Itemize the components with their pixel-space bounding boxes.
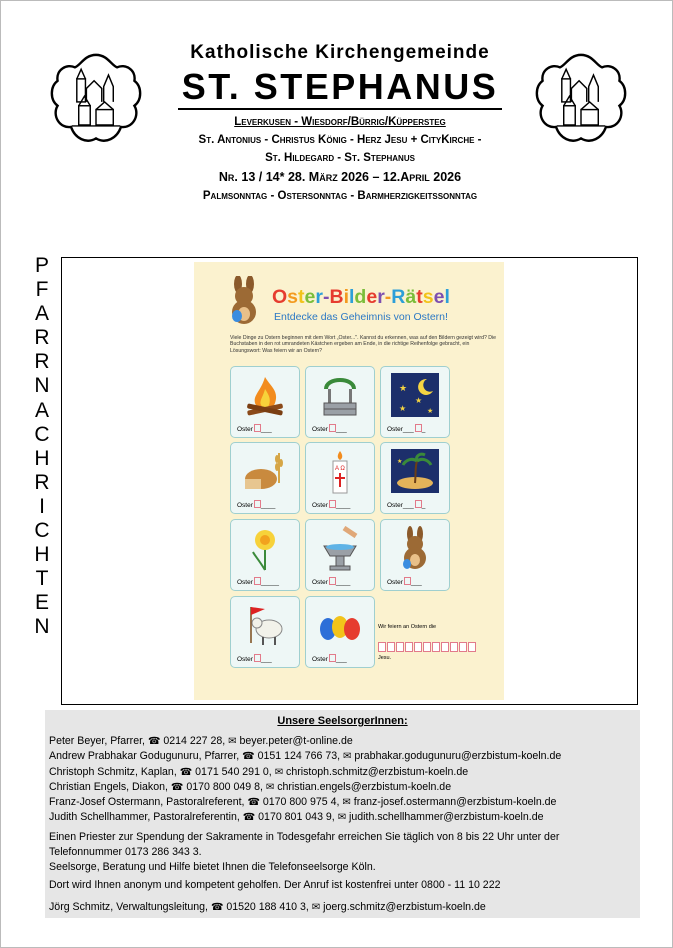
answer-box[interactable] — [415, 424, 422, 432]
poster-title-letter: s — [422, 286, 434, 308]
contact-name: Judith Schellhammer, Pastoralreferentin, — [49, 811, 240, 824]
vertical-title — [33, 254, 51, 640]
answer-box[interactable] — [396, 642, 404, 652]
admin-contact — [49, 900, 486, 915]
contact-phone[interactable]: 0171 540 291 0, — [195, 765, 272, 778]
card-label: Oster _____ — [237, 579, 279, 586]
contact-email[interactable]: beyer.peter@t-online.de — [239, 735, 353, 747]
answer-box[interactable] — [450, 642, 458, 652]
phone-icon: ☎ — [242, 812, 256, 824]
contact-name: Andrew Prabhakar Godugunuru, Pfarrer, — [49, 750, 240, 763]
daffodil-icon — [241, 526, 289, 572]
poster-title-letter: i — [343, 286, 349, 308]
contact-email[interactable]: prabhakar.godugunuru@erzbistum-koeln.de — [354, 750, 562, 763]
island-icon — [391, 449, 439, 495]
parish-logo-left — [48, 52, 144, 148]
poster-title — [272, 286, 450, 309]
svg-text:★: ★ — [415, 396, 423, 405]
easter-bunny-icon — [391, 526, 439, 572]
fire-icon — [241, 373, 289, 419]
poster-title-letter: t — [298, 286, 305, 308]
puzzle-card-candle — [305, 442, 375, 514]
poster-title-letter: R — [391, 286, 406, 308]
poster-title-letter: r — [315, 286, 323, 308]
answer-box[interactable] — [423, 642, 431, 652]
churches-line-1: St. Antonius - Christus König - Herz Jesu + CityKirche - — [198, 134, 482, 146]
poster-title-letter: e — [304, 286, 316, 308]
phone-icon: ☎ — [210, 902, 224, 913]
card-label: Oster ___ — [237, 426, 272, 433]
vertical-letter: N — [34, 615, 50, 639]
contact-title: Unsere SeelsorgerInnen: — [277, 715, 408, 727]
answer-box[interactable] — [254, 577, 261, 585]
card-prefix: Oster — [237, 656, 253, 663]
card-label: Oster ____ — [312, 502, 351, 509]
answer-box[interactable] — [378, 642, 386, 652]
answer-box[interactable] — [441, 642, 449, 652]
answer-box[interactable] — [415, 500, 422, 508]
vertical-letter: N — [34, 374, 50, 398]
answer-box[interactable] — [414, 642, 422, 652]
answer-box[interactable] — [405, 642, 413, 652]
puzzle-card-fountain — [305, 366, 375, 438]
night-sky-icon — [391, 373, 439, 419]
card-label: Oster ____ — [237, 502, 276, 509]
contact-name: Peter Beyer, Pfarrer, — [49, 735, 145, 747]
poster-title-letter: e — [366, 286, 378, 308]
card-label: Oster ___ — [312, 426, 347, 433]
counselling-line-2: Dort wird Ihnen anonym und kompetent geholfen. Der Anruf ist kostenfrei unter 0800 - 11 10 222 — [49, 879, 501, 891]
contact-name: Christian Engels, Diakon, — [49, 780, 168, 793]
poster-title-letter: B — [329, 286, 344, 308]
card-prefix: Oster — [237, 579, 253, 586]
vertical-letter: E — [34, 591, 49, 615]
puzzle-card-fire — [230, 366, 300, 438]
contact-phone[interactable]: 0151 124 766 73, — [257, 750, 341, 763]
answer-box[interactable] — [404, 577, 411, 585]
poster-title-letter: r — [377, 286, 385, 308]
answer-box[interactable] — [459, 642, 467, 652]
baptismal-font-icon — [316, 526, 364, 572]
issue-line: Nr. 13 / 14* 28. März 2026 – 12.April 2026 — [218, 170, 462, 184]
contact-email[interactable]: franz-josef.ostermann@erzbistum-koeln.de — [353, 796, 557, 809]
answer-box[interactable] — [432, 642, 440, 652]
card-prefix: Oster — [312, 656, 328, 663]
svg-text:★: ★ — [427, 408, 434, 415]
puzzle-card-daffodil — [230, 519, 300, 591]
contact-email[interactable]: christian.engels@erzbistum-koeln.de — [277, 780, 452, 793]
contact-phone[interactable]: 0170 800 975 4, — [262, 796, 340, 809]
bunny-icon — [224, 276, 264, 326]
card-label: Oster ____ — [312, 579, 351, 586]
vertical-letter: I — [39, 494, 45, 518]
contact-list — [49, 734, 561, 826]
easter-candle-icon — [316, 449, 364, 495]
email-icon: ✉ — [265, 781, 275, 793]
card-prefix: Oster — [312, 579, 328, 586]
poster-title-letter: l — [349, 286, 355, 308]
answer-label: Wir feiern an Ostern die — [378, 624, 437, 630]
phone-icon: ☎ — [179, 766, 193, 778]
puzzle-card-eggs — [305, 596, 375, 668]
email-icon: ✉ — [311, 902, 321, 913]
answer-box[interactable] — [254, 500, 261, 508]
email-icon: ✉ — [228, 736, 237, 747]
poster-title-letter: l — [444, 286, 450, 308]
poster-intro: Viele Dinge zu Ostern beginnen mit dem Wort „Oster...". Kannst du erkennen, was auf den Bildern gezeigt wird? Die Buchstaben in den rot umrandeten Kästchen ergeben am Ende, in die richtige Reihenfolge gebracht, ein Lösungswort: Was feiern wir an Ostern? — [230, 335, 497, 354]
puzzle-card-bread — [230, 442, 300, 514]
vertical-letter: P — [34, 254, 49, 277]
sundays-line: Palmsonntag - Ostersonntag - Barmherzigkeitssonntag — [202, 190, 478, 202]
contact-email[interactable]: joerg.schmitz@erzbistum-koeln.de — [323, 901, 486, 913]
svg-text:A Ω: A Ω — [335, 466, 345, 472]
card-label: Oster ___ — [312, 656, 347, 663]
contact-phone[interactable]: 0170 800 049 8, — [186, 780, 263, 793]
churches-line-2: St. Hildegard - St. Stephanus — [265, 152, 415, 164]
card-prefix: Oster — [387, 502, 403, 509]
contact-phone[interactable]: 0170 801 043 9, — [258, 811, 335, 824]
phone-icon: ☎ — [170, 781, 184, 793]
poster-title-letter: ä — [405, 286, 417, 308]
svg-text:★: ★ — [399, 383, 408, 393]
svg-text:★: ★ — [399, 404, 407, 413]
easter-eggs-icon — [316, 603, 364, 649]
bread-icon — [241, 449, 289, 495]
answer-box[interactable] — [329, 654, 336, 662]
answer-boxes — [378, 639, 477, 657]
answer-end: Jesu. — [378, 655, 392, 661]
phone-icon: ☎ — [247, 797, 260, 809]
poster-title-letter: d — [354, 286, 367, 308]
contact-name: Christoph Schmitz, Kaplan, — [49, 765, 177, 778]
contact-row — [49, 749, 561, 764]
puzzle-card-night — [380, 366, 450, 438]
card-label: Oster___ _ — [387, 502, 426, 509]
vertical-letter: T — [35, 567, 49, 591]
counselling-line-1: Seelsorge, Beratung und Hilfe bietet Ihnen die Telefonseelsorge Köln. — [49, 861, 376, 873]
card-prefix: Oster — [312, 502, 328, 509]
priest-note: Einen Priester zur Spendung der Sakramente in Todesgefahr erreichen Sie täglich von 8 bis 22 Uhr unter der — [49, 831, 560, 843]
email-icon: ✉ — [343, 751, 352, 763]
poster-title-letter: O — [272, 286, 288, 308]
parish-name: ST. STEPHANUS — [178, 66, 503, 110]
contact-row — [49, 780, 561, 795]
contact-row — [49, 795, 561, 810]
vertical-letter: A — [34, 302, 49, 326]
card-label: Oster ___ — [387, 579, 422, 586]
location-text: Leverkusen - Wiesdorf/Bürrig/Küppersteg — [234, 116, 446, 128]
email-icon: ✉ — [274, 766, 284, 778]
contact-phone[interactable]: 0214 227 28, — [163, 735, 226, 747]
contact-email[interactable]: christoph.schmitz@erzbistum-koeln.de — [286, 765, 469, 778]
vertical-letter: R — [34, 326, 50, 350]
answer-box[interactable] — [329, 424, 336, 432]
puzzle-card-water — [305, 519, 375, 591]
contact-row — [49, 810, 561, 825]
card-prefix: Oster — [237, 426, 253, 433]
vertical-letter: A — [34, 398, 49, 422]
vertical-letter: R — [34, 350, 50, 374]
masthead — [150, 42, 530, 202]
vertical-letter: H — [34, 543, 50, 567]
phone-icon: ☎ — [147, 736, 161, 747]
vertical-letter: C — [34, 519, 50, 543]
contact-row — [49, 734, 561, 749]
easter-puzzle-poster — [194, 262, 504, 700]
answer-box[interactable] — [329, 577, 336, 585]
contact-row — [49, 765, 561, 780]
fountain-icon — [316, 373, 364, 419]
poster-title-letter: - — [384, 286, 392, 308]
poster-title-letter: t — [416, 286, 423, 308]
answer-box[interactable] — [329, 500, 336, 508]
card-prefix: Oster — [237, 502, 253, 509]
card-label: Oster ___ — [237, 656, 272, 663]
card-prefix: Oster — [387, 426, 403, 433]
answer-box[interactable] — [254, 654, 261, 662]
contact-name: Jörg Schmitz, Verwaltungsleitung, — [49, 901, 208, 913]
puzzle-card-lamb — [230, 596, 300, 668]
answer-box[interactable] — [254, 424, 261, 432]
email-icon: ✉ — [337, 812, 347, 824]
contact-phone[interactable]: 01520 188 410 3, — [226, 901, 309, 913]
card-label: Oster___ _ — [387, 426, 426, 433]
phone-icon: ☎ — [242, 751, 255, 763]
contact-box — [45, 710, 640, 918]
parish-logo-right — [533, 52, 629, 148]
puzzle-card-bunny — [380, 519, 450, 591]
parish-label: Katholische Kirchengemeinde — [190, 42, 490, 63]
poster-title-letter: - — [322, 286, 330, 308]
vertical-letter: R — [34, 470, 50, 494]
contact-email[interactable]: judith.schellhammer@erzbistum-koeln.de — [349, 811, 544, 824]
answer-box[interactable] — [468, 642, 476, 652]
puzzle-card-island — [380, 442, 450, 514]
contact-name: Franz-Josef Ostermann, Pastoralreferent, — [49, 796, 245, 809]
vertical-letter: C — [34, 422, 50, 446]
easter-lamb-icon — [241, 603, 289, 649]
vertical-letter: H — [34, 446, 50, 470]
card-prefix: Oster — [387, 579, 403, 586]
vertical-letter: F — [35, 278, 49, 302]
card-prefix: Oster — [312, 426, 328, 433]
priest-phone: Telefonnummer 0173 286 343 3. — [49, 846, 202, 858]
poster-subtitle: Entdecke das Geheimnis von Ostern! — [274, 311, 448, 323]
svg-text:★: ★ — [397, 459, 403, 465]
answer-box[interactable] — [387, 642, 395, 652]
poster-title-letter: s — [287, 286, 299, 308]
poster-title-letter: e — [433, 286, 445, 308]
location-line — [150, 116, 530, 128]
email-icon: ✉ — [342, 797, 351, 809]
